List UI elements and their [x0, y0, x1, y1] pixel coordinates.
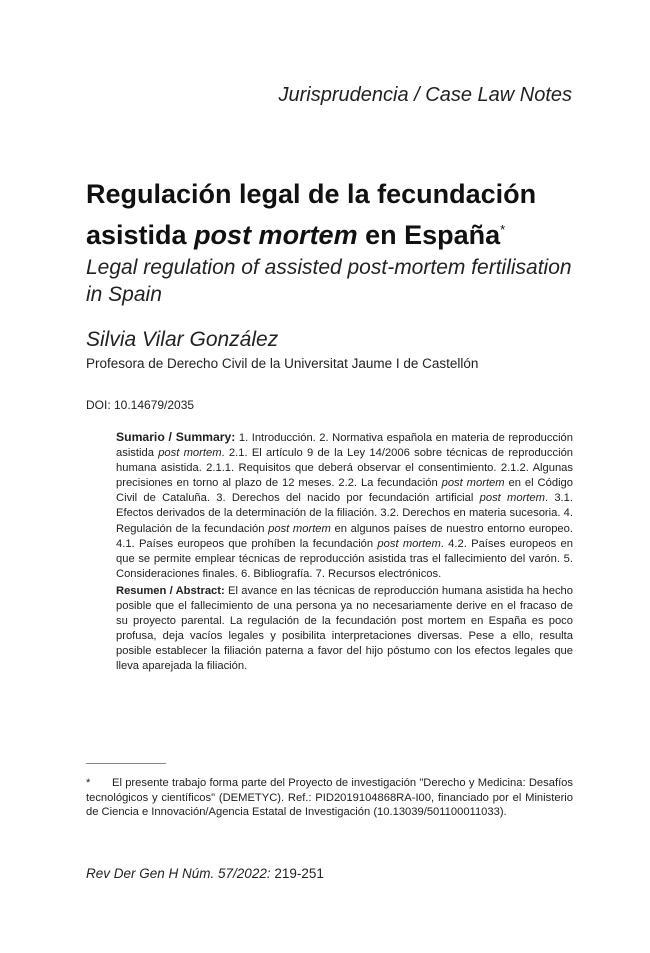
page-range: 219-251 — [270, 866, 324, 881]
author-name: Silvia Vilar González — [86, 328, 279, 351]
journal-name: Rev Der Gen H Núm. 57/2022: — [86, 866, 271, 881]
summary-text: . 2.1. El artículo 9 de la Ley 14/2006 sobre técnicas de reproducción humana asistida. 2.1.1. Requisitos que deberá observar el consentimiento. 2.1.2. Algunas precisiones en torno al plazo de 12 meses. 2.2. La fecundación — [116, 447, 574, 490]
abstract-text: El avance en las técnicas de reproducción humana asistida ha hecho posible que el fallecimiento de una persona ya no necesariamente derive en el fracaso de su proyecto parental. La regulación de la fecundación post mortem en España es poco profusa, deja vacíos legales y posibilita interpretaciones diversas. Pese a ello, resulta posible establecer la filiación paterna a favor del hijo póstumo con los efectos legales que lleva aparejada la filiación. — [116, 584, 573, 673]
title-italic-text: post mortem — [194, 220, 358, 250]
summary-text: en el Código Civil de Cataluña. 3. Derechos del nacido por fecundación artificial — [116, 477, 574, 505]
summary-italic: post mortem — [268, 522, 331, 535]
author-affiliation: Profesora de Derecho Civil de la Universitat Jaume I de Castellón — [86, 356, 479, 371]
summary-text: . 4.2. Países europeos en que se permite emplear técnicas de reproducción asistida tras el fallecimiento del varón. 5. Consideraciones finales. 6. Bibliografía. 7. Recursos electrónicos. — [116, 537, 574, 580]
title-text: Regulación legal de la fecundación asistida — [86, 179, 537, 250]
title-block — [86, 176, 576, 308]
footnote-mark: * — [86, 777, 91, 789]
summary-label: Sumario / Summary: — [116, 430, 236, 444]
summary-text: 1. Introducción. 2. Normativa española en materia de reproducción asistida — [116, 432, 574, 460]
journal-citation — [86, 866, 324, 881]
doi: DOI: 10.14679/2035 — [86, 398, 195, 412]
summary-italic: post mortem — [479, 492, 545, 505]
abstract-paragraph — [116, 584, 573, 675]
abstract-block — [116, 430, 573, 677]
summary-italic: post mortem — [441, 477, 505, 490]
abstract-label: Resumen / Abstract: — [116, 584, 225, 597]
summary-italic: post mortem — [377, 537, 441, 550]
footnote-text: El presente trabajo forma parte del Proyecto de investigación "Derecho y Medicina: Desafíos tecnológicos y científicos" (DEMETYC). Ref.: PID2019104868RA-I00, financiado por el Ministerio de Ciencia e Innovación/Agencia Estatal de Investigación (10.13039/501100011033). — [86, 777, 573, 819]
article-title — [86, 176, 576, 253]
article-subtitle: Legal regulation of assisted post-mortem fertilisation in Spain — [86, 256, 572, 306]
title-text-end: en España — [357, 220, 501, 250]
summary-text: . 3.1. Efectos derivados de la determinación de la filiación. 3.2. Derechos en materia sucesoria. 4. Regulación de la fecundación — [116, 492, 573, 535]
section-header: Jurisprudencia / Case Law Notes — [278, 84, 572, 106]
summary-text: en algunos países de nuestro entorno europeo. 4.1. Países europeos que prohíben la fecundación — [116, 522, 573, 550]
summary-paragraph — [116, 430, 573, 582]
summary-italic: post mortem — [158, 447, 222, 460]
title-footnote-mark[interactable]: * — [500, 222, 506, 237]
footnote — [86, 776, 573, 820]
footnote-divider — [86, 763, 166, 764]
